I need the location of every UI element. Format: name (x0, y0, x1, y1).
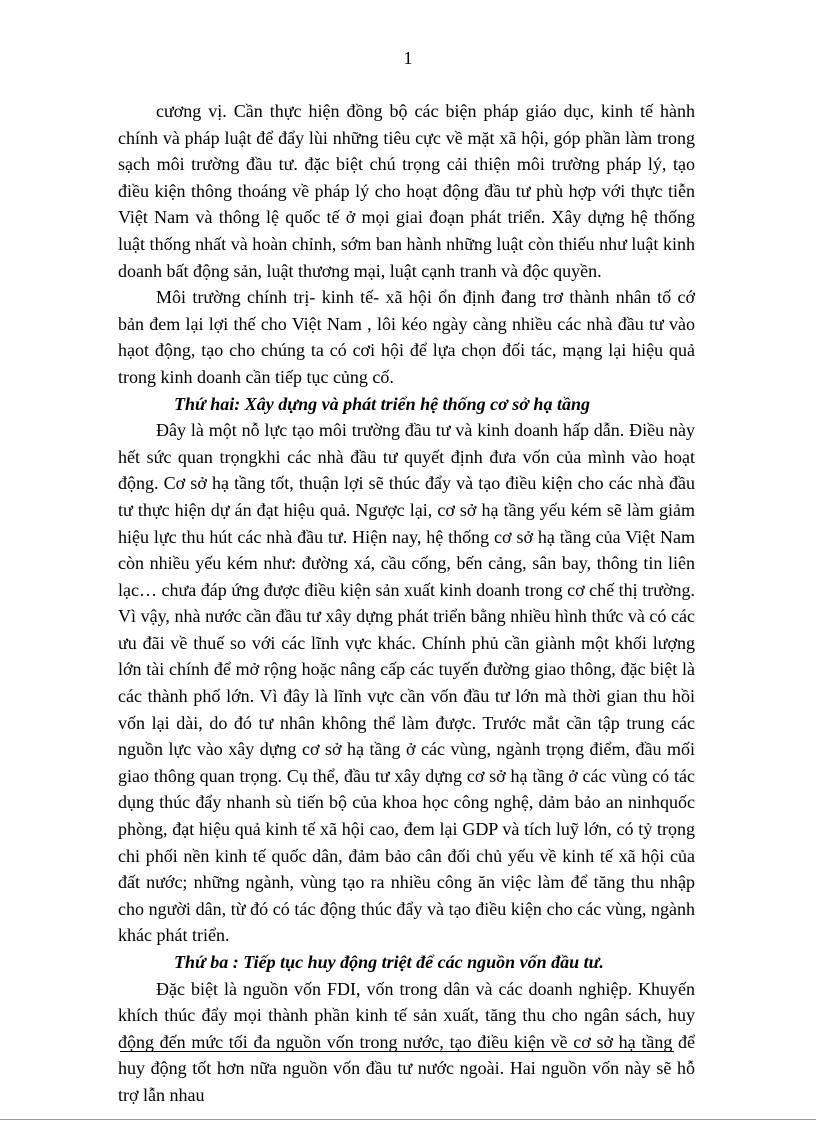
section-heading-infrastructure: Thứ hai: Xây dựng và phát triển hệ thống cơ sở hạ tầng (174, 393, 590, 414)
page-bottom-edge (0, 1119, 816, 1120)
section-heading-capital-mobilization: Thứ ba : Tiếp tục huy động triệt để các nguồn vốn đầu tư. (174, 952, 604, 972)
paragraph-infrastructure: Đây là một nỗ lực tạo môi trường đầu tư và kinh doanh hấp dẫn. Điều này hết sức quan trọngkhi các nhà đầu tư quyết định đưa vốn của mình vào hoạt động. Cơ sở hạ tầng tốt, thuận lợi sẽ thúc đẩy và tạo điều kiện cho các nhà đầu tư thực hiện dự án đạt hiệu quả. Ngược lại, cơ sở hạ tầng yếu kém sẽ làm giảm hiệu lực thu hút các nhà đầu tư. Hiện nay, hệ thống cơ sở hạ tầng của Việt Nam còn nhiều yếu kém như: đường xá, cầu cống, bến cảng, sân bay, thông tin liên lạc… chưa đáp ứng được điều kiện sản xuất kinh doanh trong cơ chế thị trường. Vì vậy, nhà nước cần đầu tư xây dựng phát triển bằng nhiều hình thức và có các ưu đãi về thuế so với các lĩnh vực khác. Chính phủ cần giành một khối lượng lớn tài chính để mở rộng hoặc nâng cấp các tuyến đường giao thông, đặc biệt là các thành phố lớn. Vì đây là lĩnh vực cần vốn đầu tư lớn mà thời gian thu hồi vốn lại dài, do đó tư nhân không thể làm được. Trước mắt cần tập trung các nguồn lực vào xây dựng cơ sở hạ tầng ở các vùng, ngành trọng điểm, đầu mối giao thông quan trọng. Cụ thể, đầu tư xây dựng cơ sở hạ tầng ở các vùng có tác dụng thúc đẩy nhanh sù tiến bộ của khoa học công nghệ, dảm bảo an ninhquốc phòng, đạt hiệu quả kinh tế xã hội cao, đem lại GDP và tích luỹ lớn, có tỷ trọng chi phối nền kinh tế quốc dân, đảm bảo cân đối chủ yếu về kinh tế xã hội của đất nước; những ngành, vùng tạo ra nhiều công ăn việc làm để tăng thu nhập cho người dân, từ đó có tác động thúc đẩy và tạo điều kiện cho các vùng, ngành khác phát triển. (118, 420, 695, 946)
paragraph-capital-mobilization: Đặc biệt là nguồn vốn FDI, vốn trong dân và các doanh nghiệp. Khuyến khích thúc đẩy mọi thành phần kinh tế sản xuất, tăng thu cho ngân sách, huy động đến mức tối đa nguồn vốn trong nước, tạo điều kiện về cơ sở hạ tầng để huy động tốt hơn nữa nguồn vốn đầu tư nước ngoài. Hai nguồn vốn này sẽ hỗ trợ lẫn nhau (118, 978, 695, 1105)
paragraph-legal-environment: cương vị. Cần thực hiện đồng bộ các biện pháp giáo dục, kinh tế hành chính và pháp luật để đẩy lùi những tiêu cực về mặt xã hội, góp phần làm trong sạch môi trường đầu tư. đặc biệt chú trọng cải thiện môi trường pháp lý, tạo điều kiện thông thoáng về pháp lý cho hoạt động đầu tư phù hợp với thực tiễn Việt Nam và thông lệ quốc tế ở mọi giai đoạn phát triển. Xây dựng hệ thống luật thống nhất và hoàn chỉnh, sớm ban hành những luật còn thiếu như luật kinh doanh bất động sản, luật thương mại, luật cạnh tranh và độc quyền. (118, 101, 695, 281)
footer-divider (120, 1051, 674, 1052)
paragraph-political-stability: Môi trường chính trị- kinh tế- xã hội ổn định đang trơ thành nhân tố cớ bản đem lại lợi thế cho Việt Nam , lôi kéo ngày càng nhiều các nhà đầu tư vào hạot động, tạo cho chúng ta có cơi hội để lựa chọn đối tác, mạng lại hiệu quả trong kinh doanh cần tiếp tục củng cố. (118, 287, 695, 387)
document-body (118, 98, 695, 1109)
page-number: 1 (403, 48, 413, 68)
